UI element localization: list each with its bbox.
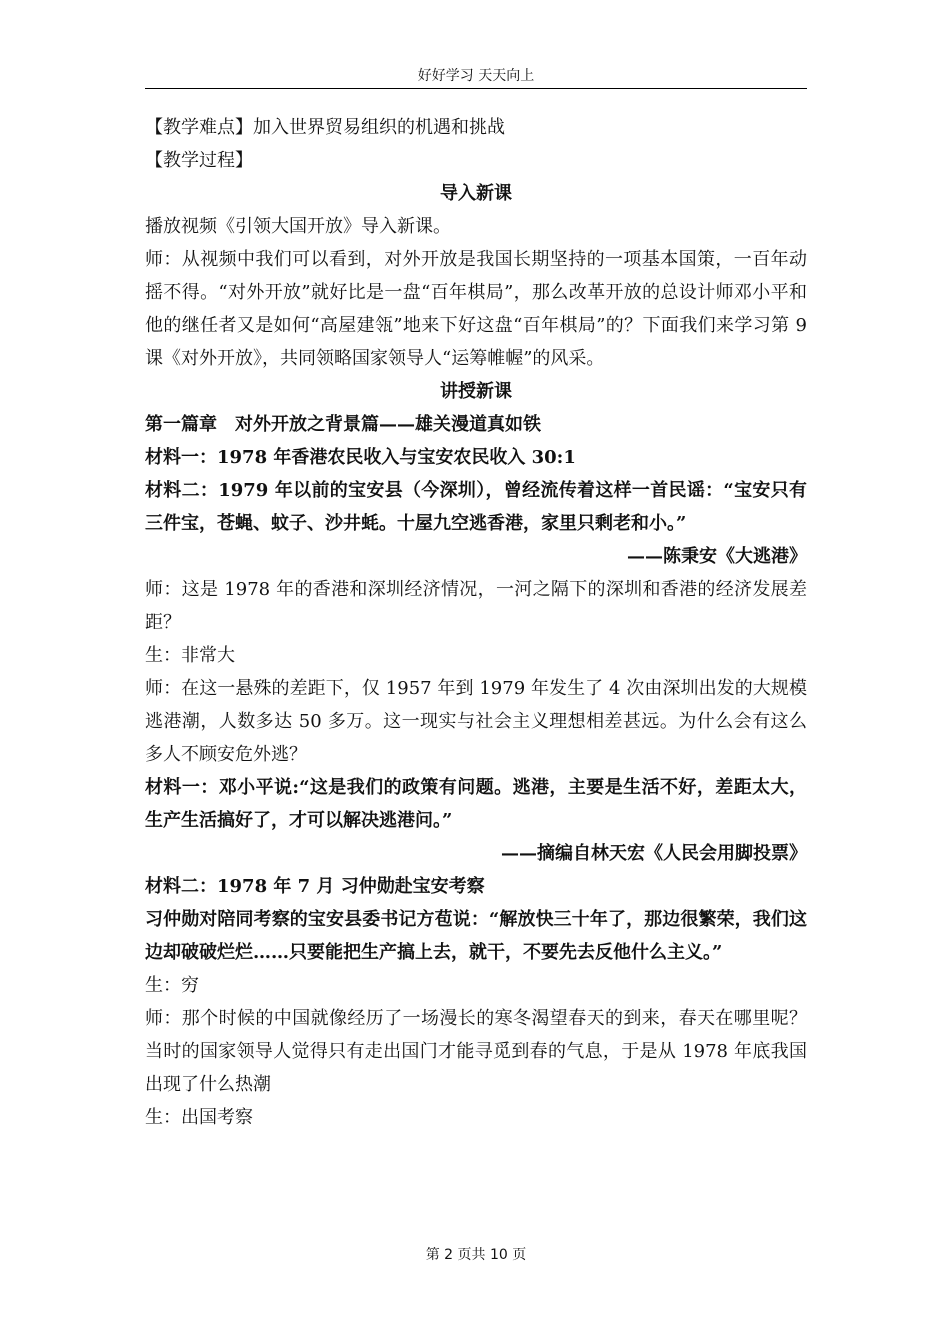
citation: ——摘编自林天宏《人民会用脚投票》 — [501, 843, 807, 864]
paragraph: 师：这是 1978 年的香港和深圳经济情况，一河之隔下的深圳和香港的经济发展差距？ — [145, 579, 807, 633]
teaching-process-label: 【教学过程】 — [145, 150, 253, 171]
paragraph: 生：穷 — [145, 975, 199, 996]
material-paragraph: 材料二：1979 年以前的宝安县（今深圳），曾经流传着这样一首民谣：“宝安只有三件宝，苍蝇、蚊子、沙井蚝。十屋九空逃香港，家里只剩老和小。” — [145, 480, 807, 534]
section-heading-intro: 导入新课 — [440, 183, 512, 204]
material-paragraph: 材料二：1978 年 7 月 习仲勋赴宝安考察 — [145, 876, 485, 897]
paragraph: 生：出国考察 — [145, 1107, 253, 1128]
material-paragraph: 材料一：邓小平说:“这是我们的政策有问题。逃港，主要是生活不好，差距太大，生产生活搞好了，才可以解决逃港问。” — [145, 777, 807, 831]
page-footer: 第 2 页共 10 页 — [425, 1247, 527, 1263]
teaching-difficulty: 【教学难点】加入世界贸易组织的机遇和挑战 — [145, 117, 505, 138]
citation: ——陈秉安《大逃港》 — [627, 546, 807, 567]
material-paragraph: 习仲勋对陪同考察的宝安县委书记方苞说：“解放快三十年了，那边很繁荣，我们这边却破破烂烂……只要能把生产搞上去，就干，不要先去反他什么主义。” — [145, 909, 807, 963]
page-content — [145, 111, 807, 1134]
page-header: 好好学习 天天向上 — [145, 64, 807, 89]
section-heading-lecture: 讲授新课 — [440, 381, 512, 402]
material-paragraph: 材料一：1978 年香港农民收入与宝安农民收入 30:1 — [145, 447, 576, 468]
paragraph: 师：从视频中我们可以看到，对外开放是我国长期坚持的一项基本国策，一百年动摇不得。“对外开放”就好比是一盘“百年棋局”，那么改革开放的总设计师邓小平和他的继任者又是如何“高屋建瓴”地来下好这盘“百年棋局”的？下面我们来学习第 9 课《对外开放》，共同领略国家领导人“运筹帷幄”的风采。 — [145, 249, 807, 369]
paragraph: 播放视频《引领大国开放》导入新课。 — [145, 216, 451, 237]
paragraph: 师：那个时候的中国就像经历了一场漫长的寒冬渴望春天的到来，春天在哪里呢？当时的国家领导人觉得只有走出国门才能寻觅到春的气息，于是从 1978 年底我国出现了什么热潮 — [145, 1008, 807, 1095]
paragraph: 生：非常大 — [145, 645, 235, 666]
chapter-heading: 第一篇章 对外开放之背景篇——雄关漫道真如铁 — [145, 414, 541, 435]
paragraph: 师：在这一悬殊的差距下，仅 1957 年到 1979 年发生了 4 次由深圳出发的大规模逃港潮，人数多达 50 多万。这一现实与社会主义理想相差甚远。为什么会有这么多人不顾安危外逃？ — [145, 678, 807, 765]
